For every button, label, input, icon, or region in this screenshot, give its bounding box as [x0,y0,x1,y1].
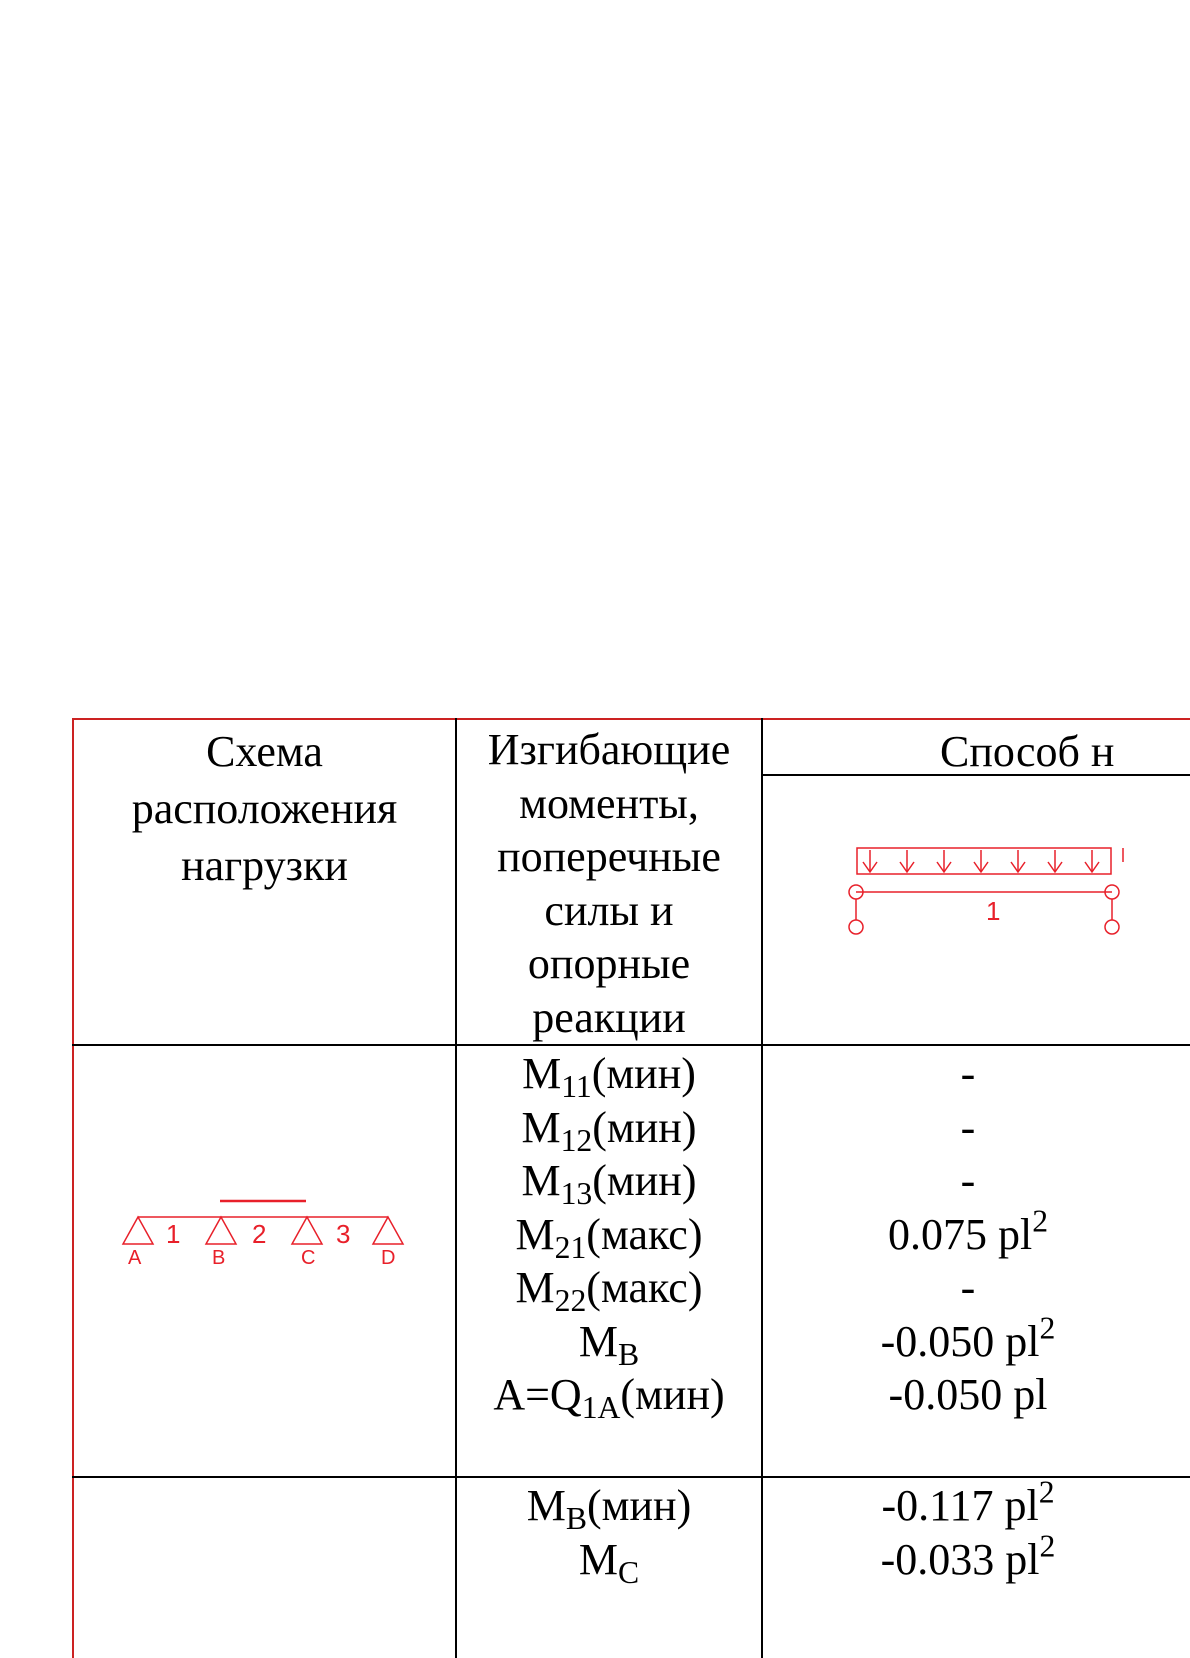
row1-values [763,1047,1173,1422]
header-col1-line: Схема [206,727,323,776]
header-col1-line: расположения [131,784,398,833]
header-col2-line: реакции [532,992,686,1042]
header-bottom-line [72,1044,1190,1046]
quantity-item: $M_{22}(макс)$ [515,1263,703,1318]
header-col2 [457,723,761,1044]
span-label-1: 1 [166,1219,181,1249]
value-item: -0.117 $pl^2$ [881,1474,1055,1530]
value-item: - [960,1049,976,1098]
value-item: - [960,1102,976,1152]
header-col2-line: силы и [544,885,674,935]
quantity-item: $M_{13}(мин)$ [521,1156,697,1211]
header-col3-title: Способ н [940,727,1115,776]
header-col2-line: поперечные [497,832,721,881]
span-label-3: 3 [336,1219,351,1249]
support-label-a: A [128,1247,142,1269]
header-col2-line: Изгибающие [487,725,731,774]
value-item: - [960,1263,976,1312]
support-label-c: C [301,1247,316,1269]
span-label-2: 2 [252,1219,267,1249]
header-col1 [74,723,455,894]
value-item: -0.050 $pl^2$ [880,1310,1056,1366]
table-top-border [72,718,1190,720]
support-label-b: B [212,1247,226,1269]
quantity-item: $M_{12}(мин)$ [521,1102,697,1158]
quantity-item: $M_{21}(макс)$ [515,1209,703,1265]
value-item: 0.075 $pl^2$ [887,1203,1049,1259]
header-col2-line: моменты, [519,778,699,828]
row2-values [763,1474,1173,1586]
support-label-d: D [381,1247,396,1269]
row2-quantities [457,1479,761,1590]
value-item: -0.033 $pl^2$ [880,1528,1056,1584]
header-col2-line: опорные [527,939,691,988]
load-scheme-diagram [840,840,1190,940]
quantity-item: $M_C$ [578,1534,640,1590]
quantity-item: $M_{11}(мин)$ [522,1049,696,1104]
value-item: - [960,1156,976,1205]
row1-bottom-line [72,1476,1190,1478]
quantity-item: $M_B$ [578,1316,640,1372]
load-scheme-span-label: 1 [986,896,1001,926]
quantity-item: $A=Q_{1A}(мин)$ [493,1370,725,1425]
quantity-item: $M_B(мин)$ [526,1481,692,1536]
row1-quantities [457,1047,761,1425]
value-item: -0.050 pl [888,1370,1048,1419]
header-col1-line: нагрузки [181,841,348,890]
